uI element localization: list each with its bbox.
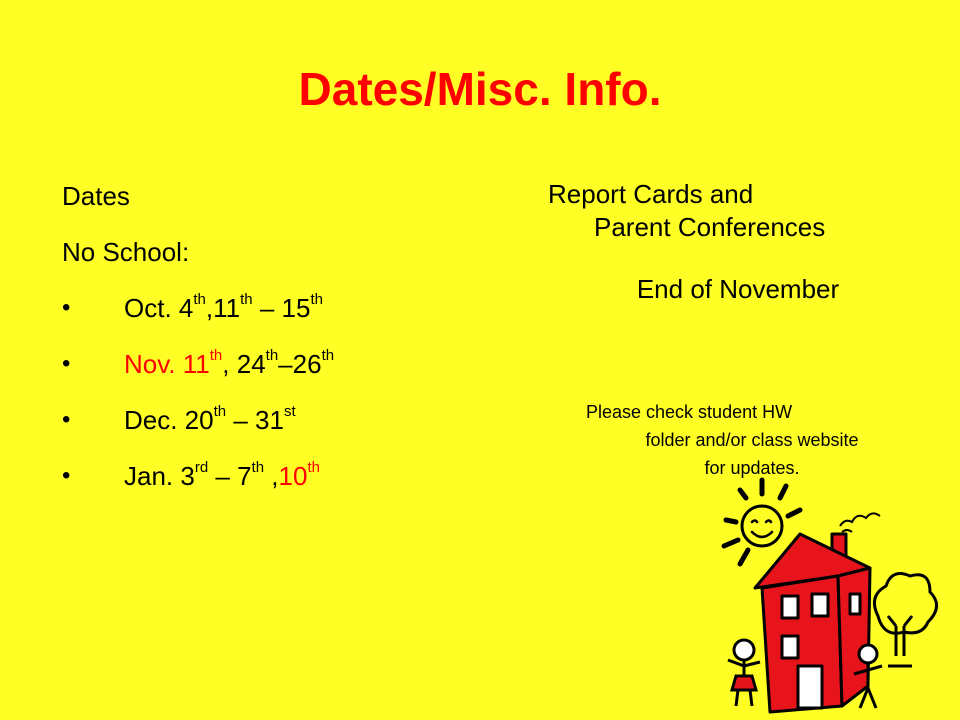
smoke-icon: [840, 513, 880, 532]
slide-title: Dates/Misc. Info.: [298, 63, 662, 115]
homework-note: [572, 398, 932, 482]
bullet-icon: •: [62, 350, 71, 377]
date-text: –26: [278, 349, 322, 379]
ordinal-suffix: th: [213, 403, 227, 421]
ordinal-suffix: th: [307, 459, 320, 477]
date-text: Oct. 4: [124, 293, 194, 323]
conference-timing: End of November: [636, 274, 840, 304]
ordinal-suffix: st: [283, 403, 296, 421]
report-cards-heading-line2: Parent Conferences: [594, 212, 826, 242]
tree-icon: [874, 574, 936, 666]
date-text: Nov.: [124, 349, 183, 379]
child-icon: [728, 640, 760, 706]
list-item: [62, 400, 482, 456]
date-text: 10: [278, 461, 308, 491]
bullet-icon: •: [62, 294, 71, 321]
report-cards-section: [548, 178, 938, 305]
date-text: – 15: [252, 293, 311, 323]
ordinal-suffix: th: [265, 347, 279, 365]
list-item: [62, 344, 482, 400]
date-text: Dec. 20: [124, 405, 214, 435]
date-text: ,11: [205, 293, 241, 323]
date-text: ,: [264, 461, 279, 491]
report-cards-heading: Report Cards and: [548, 179, 754, 209]
dates-section: [62, 176, 482, 512]
note-line: for updates.: [704, 458, 800, 478]
ordinal-suffix: th: [240, 291, 253, 309]
ordinal-suffix: th: [209, 347, 223, 365]
dates-heading: Dates: [62, 181, 130, 211]
bullet-icon: •: [62, 462, 71, 489]
ordinal-suffix: th: [193, 291, 206, 309]
date-text: – 31: [226, 405, 284, 435]
note-line: folder and/or class website: [645, 430, 859, 450]
note-line: Please check student HW: [586, 402, 793, 422]
date-text: – 7: [208, 461, 252, 491]
school-clipart: [700, 476, 950, 716]
no-school-label: No School:: [62, 237, 190, 267]
ordinal-suffix: th: [251, 459, 265, 477]
date-text: , 24: [222, 349, 266, 379]
ordinal-suffix: th: [310, 291, 323, 309]
date-text: 11: [182, 349, 210, 379]
bullet-icon: •: [62, 406, 71, 433]
list-item: [62, 288, 482, 344]
school-house-icon: [755, 534, 870, 712]
ordinal-suffix: th: [321, 347, 335, 365]
date-text: Jan. 3: [124, 461, 195, 491]
list-item: [62, 456, 482, 512]
ordinal-suffix: rd: [194, 459, 209, 477]
